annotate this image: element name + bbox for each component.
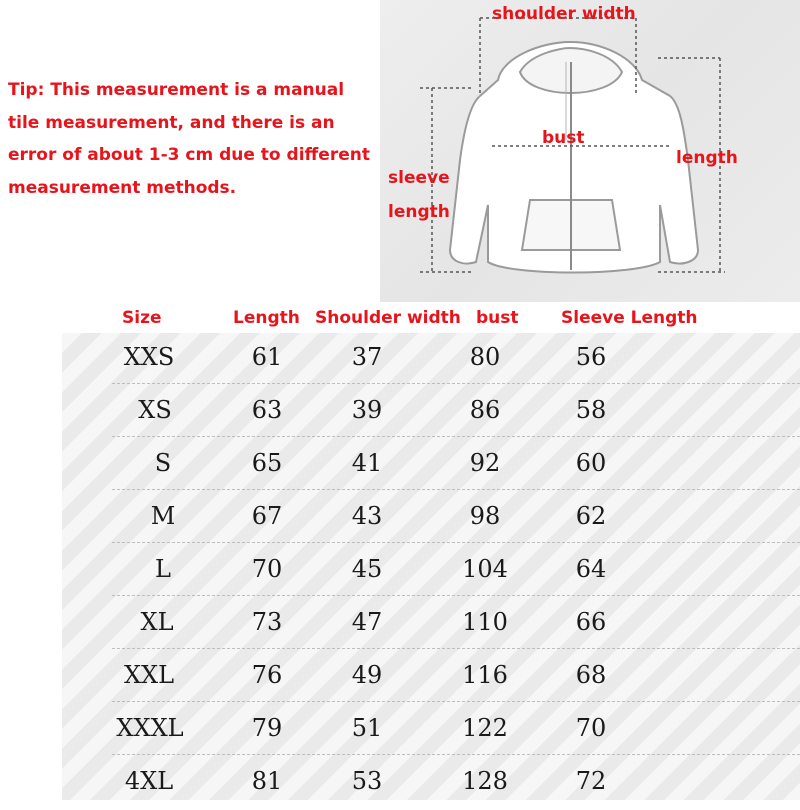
length-cell: 61 bbox=[251, 343, 283, 371]
shoulder-cell: 43 bbox=[351, 502, 383, 530]
sleeve-cell: 60 bbox=[575, 449, 607, 477]
sleeve-cell: 70 bbox=[575, 714, 607, 742]
row-divider bbox=[112, 489, 800, 490]
row-divider bbox=[112, 542, 800, 543]
bust-cell: 104 bbox=[462, 555, 508, 583]
row-divider bbox=[112, 595, 800, 596]
sleeve-cell: 72 bbox=[575, 767, 607, 795]
row-divider bbox=[112, 383, 800, 384]
size-cell: XXXL bbox=[116, 714, 184, 742]
bust-cell: 92 bbox=[469, 449, 501, 477]
length-cell: 76 bbox=[251, 661, 283, 689]
size-cell: XXL bbox=[123, 661, 175, 689]
row-divider bbox=[112, 701, 800, 702]
table-row bbox=[62, 598, 800, 651]
bust-cell: 80 bbox=[469, 343, 501, 371]
shoulder-cell: 39 bbox=[351, 396, 383, 424]
sleeve-label: sleeve bbox=[388, 168, 450, 188]
tip-line: error of about 1-3 cm due to different bbox=[8, 145, 370, 165]
table-row bbox=[62, 704, 800, 757]
shoulder-cell: 49 bbox=[351, 661, 383, 689]
table-row bbox=[62, 651, 800, 704]
length-cell: 73 bbox=[251, 608, 283, 636]
sleeve-cell: 64 bbox=[575, 555, 607, 583]
sleeve-cell: 58 bbox=[575, 396, 607, 424]
table-header bbox=[0, 304, 800, 334]
length-cell: 81 bbox=[251, 767, 283, 795]
size-cell: L bbox=[155, 555, 171, 583]
header-bust: bust bbox=[476, 308, 519, 328]
length-cell: 79 bbox=[251, 714, 283, 742]
bust-cell: 98 bbox=[469, 502, 501, 530]
bust-cell: 86 bbox=[469, 396, 501, 424]
bust-label: bust bbox=[542, 128, 585, 148]
table-row bbox=[62, 386, 800, 439]
table-row bbox=[62, 439, 800, 492]
bust-cell: 128 bbox=[462, 767, 508, 795]
size-cell: 4XL bbox=[124, 767, 174, 795]
length-cell: 70 bbox=[251, 555, 283, 583]
tip-line: measurement methods. bbox=[8, 177, 237, 198]
tip-text bbox=[8, 74, 378, 204]
measurement-diagram bbox=[380, 0, 800, 302]
size-cell: XXS bbox=[123, 343, 175, 371]
header-shoulder-width: Shoulder width bbox=[315, 308, 461, 328]
table-row bbox=[62, 757, 800, 810]
sleeve-cell: 68 bbox=[575, 661, 607, 689]
header-sleeve-length: Sleeve Length bbox=[561, 308, 698, 328]
row-divider bbox=[112, 436, 800, 437]
table-row bbox=[62, 333, 800, 386]
table-row bbox=[62, 492, 800, 545]
size-cell: XL bbox=[140, 608, 174, 636]
size-table bbox=[62, 333, 800, 800]
shoulder-cell: 51 bbox=[351, 714, 383, 742]
size-cell: M bbox=[150, 502, 176, 530]
length-cell: 63 bbox=[251, 396, 283, 424]
header-size: Size bbox=[122, 308, 162, 328]
shoulder-width-label: shoulder width bbox=[492, 4, 636, 24]
shoulder-cell: 47 bbox=[351, 608, 383, 636]
length-label: length bbox=[676, 148, 738, 168]
shoulder-cell: 45 bbox=[351, 555, 383, 583]
length-cell: 67 bbox=[251, 502, 283, 530]
sleeve-length-label: length bbox=[388, 202, 450, 222]
shoulder-cell: 37 bbox=[351, 343, 383, 371]
sleeve-cell: 56 bbox=[575, 343, 607, 371]
size-cell: XS bbox=[138, 396, 172, 424]
bust-cell: 122 bbox=[462, 714, 508, 742]
bust-cell: 116 bbox=[462, 661, 508, 689]
sleeve-cell: 66 bbox=[575, 608, 607, 636]
length-cell: 65 bbox=[251, 449, 283, 477]
row-divider bbox=[112, 754, 800, 755]
shoulder-cell: 53 bbox=[351, 767, 383, 795]
table-row bbox=[62, 545, 800, 598]
sleeve-cell: 62 bbox=[575, 502, 607, 530]
header-length: Length bbox=[233, 308, 300, 328]
bust-cell: 110 bbox=[462, 608, 508, 636]
tip-line: tile measurement, and there is an bbox=[8, 112, 335, 133]
tip-line: Tip: This measurement is a manual bbox=[8, 80, 345, 100]
row-divider bbox=[112, 648, 800, 649]
size-cell: S bbox=[154, 449, 172, 477]
shoulder-cell: 41 bbox=[351, 449, 383, 477]
